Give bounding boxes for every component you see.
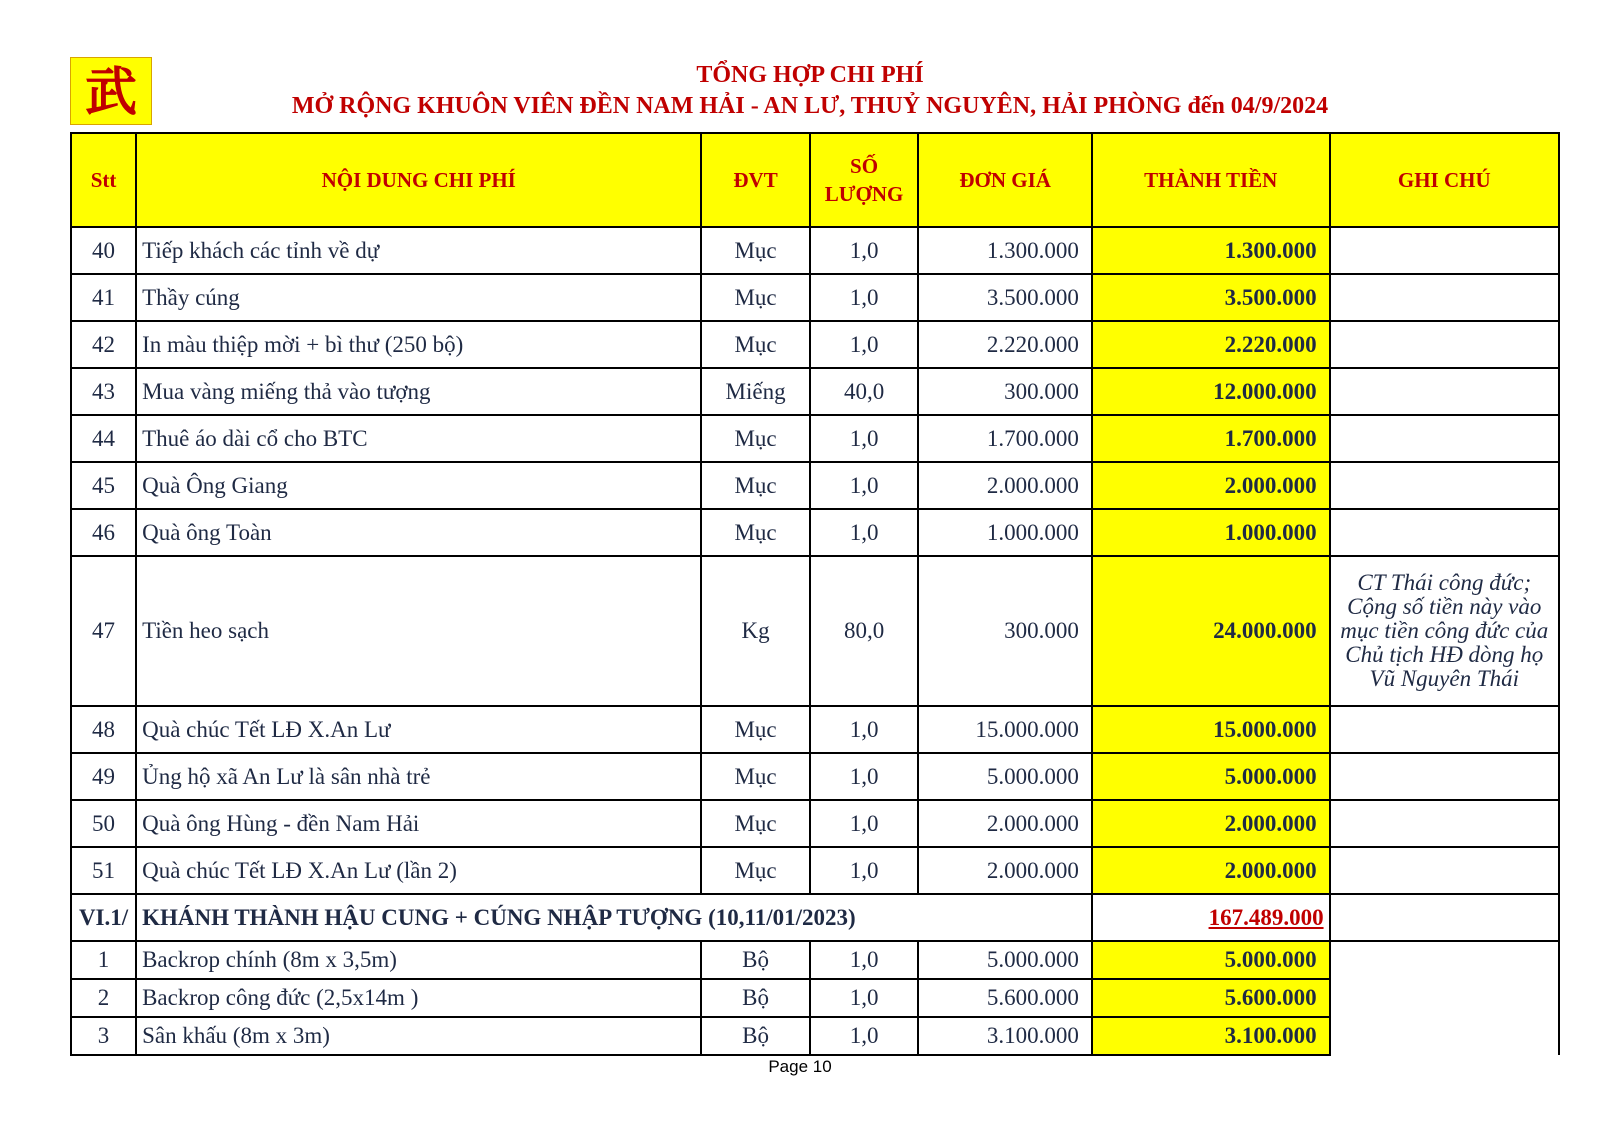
page-title: TỔNG HỢP CHI PHÍ: [696, 62, 924, 88]
cell-so-luong: 1,0: [810, 462, 919, 509]
cell-thanh-tien: 1.300.000: [1092, 227, 1330, 274]
cell-noi-dung: Tiền heo sạch: [136, 556, 701, 706]
cell-don-gia: 2.000.000: [918, 462, 1092, 509]
cost-table: [70, 132, 1560, 1056]
cell-so-luong: 40,0: [810, 368, 919, 415]
cell-don-gia: 300.000: [918, 368, 1092, 415]
cell-ghi-chu: [1330, 368, 1559, 415]
cell-don-gia: 2.220.000: [918, 321, 1092, 368]
cell-ghi-chu: [1330, 979, 1559, 1017]
col-header-noi-dung: NỘI DUNG CHI PHÍ: [136, 133, 701, 227]
cell-so-luong: 80,0: [810, 556, 919, 706]
cell-stt: 40: [71, 227, 136, 274]
cell-ghi-chu: [1330, 706, 1559, 753]
cell-thanh-tien: 2.220.000: [1092, 321, 1330, 368]
cell-stt: 49: [71, 753, 136, 800]
section-code: VI.1/: [71, 894, 136, 941]
cell-noi-dung: Quà chúc Tết LĐ X.An Lư: [136, 706, 701, 753]
cell-don-gia: 3.500.000: [918, 274, 1092, 321]
cell-dvt: Mục: [701, 227, 810, 274]
cell-ghi-chu: [1330, 800, 1559, 847]
cell-so-luong: 1,0: [810, 274, 919, 321]
cell-thanh-tien: 5.600.000: [1092, 979, 1330, 1017]
cell-dvt: Mục: [701, 415, 810, 462]
cell-so-luong: 1,0: [810, 941, 919, 979]
table-row: [71, 227, 1559, 274]
cell-so-luong: 1,0: [810, 979, 919, 1017]
table-row: [71, 753, 1559, 800]
cell-noi-dung: Quà Ông Giang: [136, 462, 701, 509]
logo-char: 武: [84, 63, 138, 121]
cell-don-gia: 1.300.000: [918, 227, 1092, 274]
table-row: [71, 415, 1559, 462]
table-row: [71, 847, 1559, 894]
table-row: [71, 462, 1559, 509]
cell-noi-dung: In màu thiệp mời + bì thư (250 bộ): [136, 321, 701, 368]
cell-don-gia: 2.000.000: [918, 800, 1092, 847]
cell-so-luong: 1,0: [810, 227, 919, 274]
cell-dvt: Mục: [701, 509, 810, 556]
cell-stt: 50: [71, 800, 136, 847]
table-row: [71, 556, 1559, 706]
cell-thanh-tien: 1.700.000: [1092, 415, 1330, 462]
cell-stt: 46: [71, 509, 136, 556]
cell-noi-dung: Quà chúc Tết LĐ X.An Lư (lần 2): [136, 847, 701, 894]
cell-thanh-tien: 24.000.000: [1092, 556, 1330, 706]
table-row: [71, 509, 1559, 556]
cell-thanh-tien: 2.000.000: [1092, 462, 1330, 509]
table-row: [71, 979, 1559, 1017]
col-header-don-gia: ĐƠN GIÁ: [918, 133, 1092, 227]
cell-ghi-chu: [1330, 274, 1559, 321]
cell-ghi-chu: CT Thái công đức; Cộng số tiền này vào mục tiền công đức của Chủ tịch HĐ dòng họ Vũ Nguyên Thái: [1330, 556, 1559, 706]
table-row: [71, 941, 1559, 979]
cell-don-gia: 1.700.000: [918, 415, 1092, 462]
col-header-thanh-tien: THÀNH TIỀN: [1092, 133, 1330, 227]
cell-don-gia: 3.100.000: [918, 1017, 1092, 1055]
col-header-stt: Stt: [71, 133, 136, 227]
cell-so-luong: 1,0: [810, 800, 919, 847]
cell-don-gia: 2.000.000: [918, 847, 1092, 894]
col-header-so-luong-line2: LƯỢNG: [824, 182, 904, 206]
cell-dvt: Mục: [701, 321, 810, 368]
cell-thanh-tien: 12.000.000: [1092, 368, 1330, 415]
cell-dvt: Bộ: [701, 979, 810, 1017]
cell-thanh-tien: 3.100.000: [1092, 1017, 1330, 1055]
cell-dvt: Mục: [701, 800, 810, 847]
cell-stt: 45: [71, 462, 136, 509]
col-header-so-luong: [810, 133, 919, 227]
cell-dvt: Mục: [701, 274, 810, 321]
cell-ghi-chu: [1330, 753, 1559, 800]
cell-noi-dung: Thuê áo dài cổ cho BTC: [136, 415, 701, 462]
cell-noi-dung: Sân khấu (8m x 3m): [136, 1017, 701, 1055]
cell-stt: 51: [71, 847, 136, 894]
table-row: [71, 321, 1559, 368]
cell-so-luong: 1,0: [810, 509, 919, 556]
cell-noi-dung: Ủng hộ xã An Lư là sân nhà trẻ: [136, 753, 701, 800]
cell-don-gia: 1.000.000: [918, 509, 1092, 556]
cell-thanh-tien: 5.000.000: [1092, 753, 1330, 800]
cell-dvt: Bộ: [701, 1017, 810, 1055]
cell-stt: 41: [71, 274, 136, 321]
cell-noi-dung: Tiếp khách các tỉnh về dự: [136, 227, 701, 274]
cell-stt: 48: [71, 706, 136, 753]
table-row: [71, 1017, 1559, 1055]
table-row: [71, 800, 1559, 847]
cell-so-luong: 1,0: [810, 847, 919, 894]
table-row: [71, 706, 1559, 753]
cell-noi-dung: Quà ông Toàn: [136, 509, 701, 556]
cell-ghi-chu: [1330, 1017, 1559, 1055]
cell-thanh-tien: 2.000.000: [1092, 847, 1330, 894]
page-number: Page 10: [768, 1057, 832, 1076]
table-header-row: [71, 133, 1559, 227]
cell-dvt: Mục: [701, 462, 810, 509]
cell-ghi-chu: [1330, 415, 1559, 462]
cell-stt: 47: [71, 556, 136, 706]
cell-thanh-tien: 15.000.000: [1092, 706, 1330, 753]
section-total: 167.489.000: [1092, 894, 1330, 941]
col-header-so-luong-line1: SỐ: [850, 154, 879, 178]
cell-thanh-tien: 3.500.000: [1092, 274, 1330, 321]
cell-stt: 3: [71, 1017, 136, 1055]
cell-don-gia: 15.000.000: [918, 706, 1092, 753]
table-row: [71, 274, 1559, 321]
cell-ghi-chu: [1330, 941, 1559, 979]
cell-don-gia: 5.600.000: [918, 979, 1092, 1017]
cell-ghi-chu: [1330, 321, 1559, 368]
section-title: KHÁNH THÀNH HẬU CUNG + CÚNG NHẬP TƯỢNG (10,11/01/2023): [136, 894, 1092, 941]
cell-thanh-tien: 1.000.000: [1092, 509, 1330, 556]
cell-noi-dung: Thầy cúng: [136, 274, 701, 321]
cell-don-gia: 5.000.000: [918, 941, 1092, 979]
cell-thanh-tien: 2.000.000: [1092, 800, 1330, 847]
col-header-dvt: ĐVT: [701, 133, 810, 227]
cell-noi-dung: Backrop chính (8m x 3,5m): [136, 941, 701, 979]
cell-so-luong: 1,0: [810, 753, 919, 800]
cell-stt: 2: [71, 979, 136, 1017]
cell-stt: 1: [71, 941, 136, 979]
cell-ghi-chu: [1330, 847, 1559, 894]
cell-ghi-chu: [1330, 462, 1559, 509]
cell-so-luong: 1,0: [810, 706, 919, 753]
cell-dvt: Miếng: [701, 368, 810, 415]
cell-dvt: Kg: [701, 556, 810, 706]
page-subtitle: MỞ RỘNG KHUÔN VIÊN ĐỀN NAM HẢI - AN LƯ, THUỶ NGUYÊN, HẢI PHÒNG đến 04/9/2024: [291, 93, 1329, 119]
cell-dvt: Mục: [701, 706, 810, 753]
cell-dvt: Bộ: [701, 941, 810, 979]
cell-noi-dung: Quà ông Hùng - đền Nam Hải: [136, 800, 701, 847]
cell-stt: 42: [71, 321, 136, 368]
cell-stt: 44: [71, 415, 136, 462]
col-header-ghi-chu: GHI CHÚ: [1330, 133, 1559, 227]
cell-dvt: Mục: [701, 753, 810, 800]
cell-so-luong: 1,0: [810, 415, 919, 462]
section-ghi-chu: [1330, 894, 1559, 941]
cell-dvt: Mục: [701, 847, 810, 894]
cell-stt: 43: [71, 368, 136, 415]
cell-ghi-chu: [1330, 227, 1559, 274]
table-row: [71, 368, 1559, 415]
cell-thanh-tien: 5.000.000: [1092, 941, 1330, 979]
cell-noi-dung: Backrop công đức (2,5x14m ): [136, 979, 701, 1017]
cell-ghi-chu: [1330, 509, 1559, 556]
cell-don-gia: 300.000: [918, 556, 1092, 706]
cell-so-luong: 1,0: [810, 1017, 919, 1055]
cell-noi-dung: Mua vàng miếng thả vào tượng: [136, 368, 701, 415]
section-row: [71, 894, 1559, 941]
cell-so-luong: 1,0: [810, 321, 919, 368]
cell-don-gia: 5.000.000: [918, 753, 1092, 800]
